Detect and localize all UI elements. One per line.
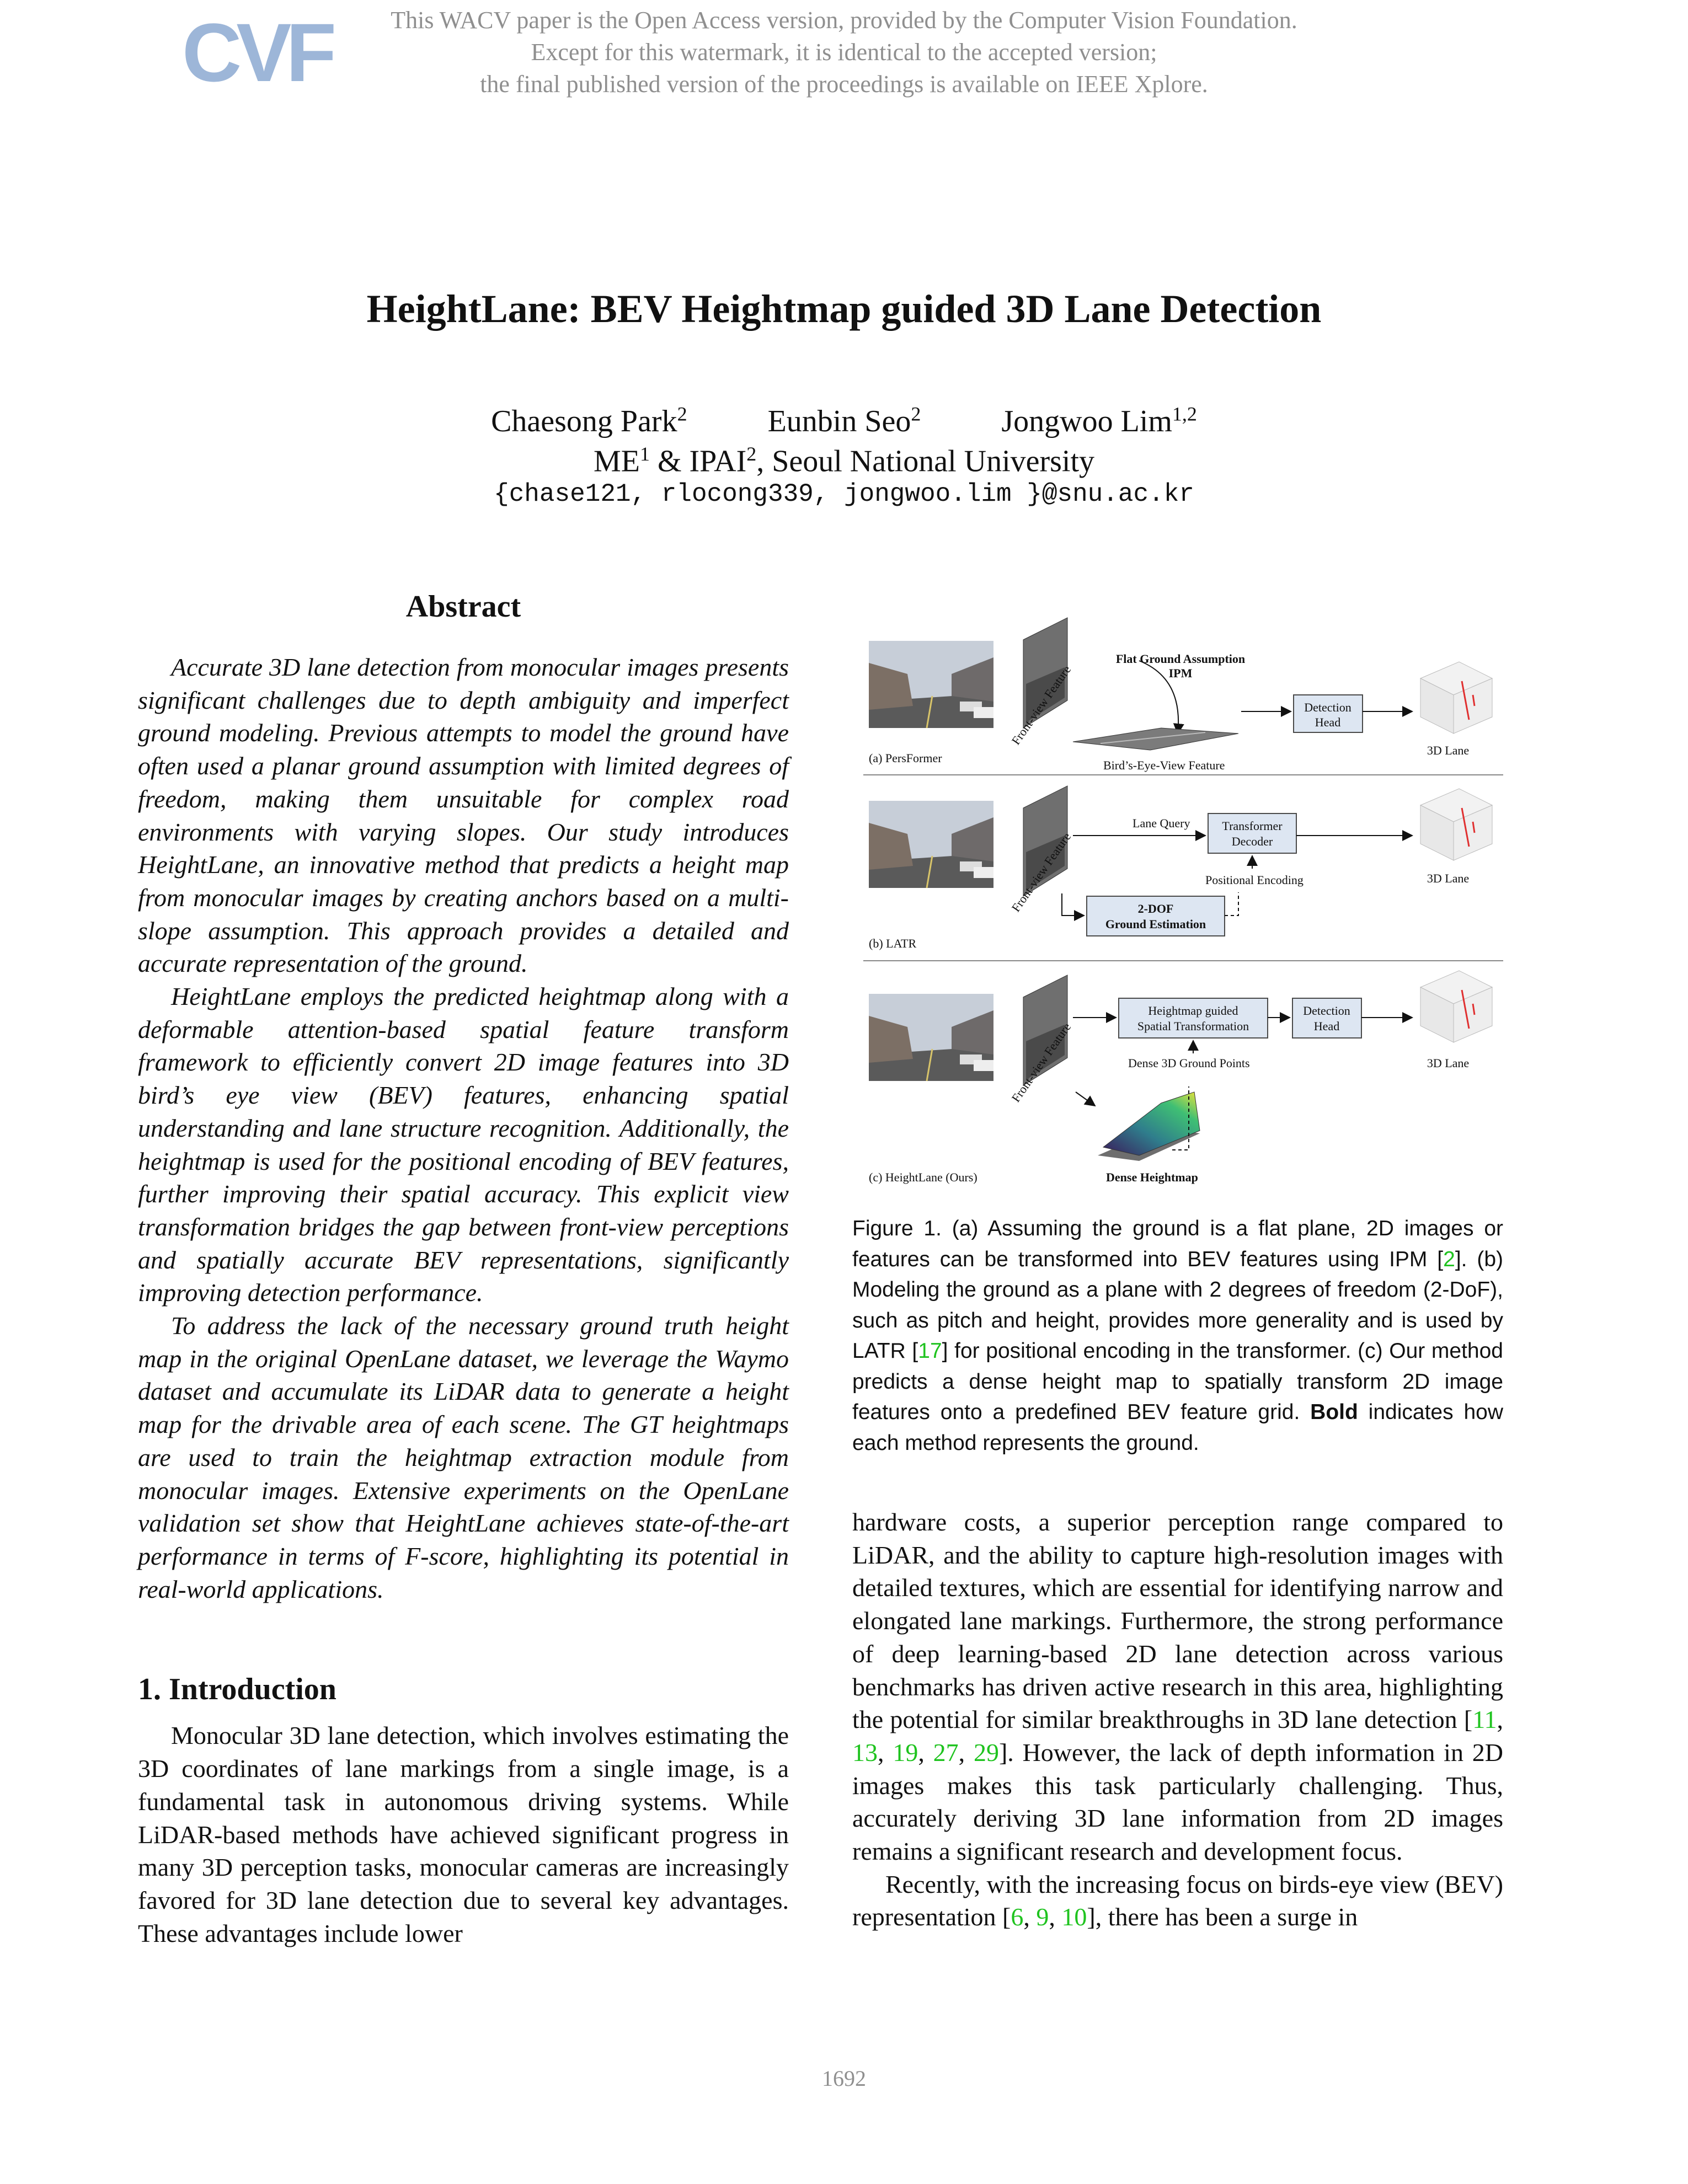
abstract-paragraph-3: To address the lack of the necessary ground truth height map in the original OpenLane dataset, we leverage the Waymo dataset and accumulate its LiDAR data to generate a height map for the drivable area of each scene. The GT heightmaps are used to train the heightmap extraction module from monocular images. Extensive experiments on the OpenLane validation set show that HeightLane achieves state-of-the-art performance in terms of F-score, highlighting its potential in real-world applications. bbox=[138, 1312, 789, 1603]
panel-b-ground-label-1: 2-DOF bbox=[1137, 902, 1174, 916]
panel-b-query-label: Lane Query bbox=[1133, 816, 1190, 830]
panel-c-heightmap-label: Dense Heightmap bbox=[1106, 1170, 1198, 1184]
figure-panel-c bbox=[869, 971, 1492, 1184]
figure-panel-a bbox=[863, 618, 1503, 775]
author-emails: {chase121, rlocong339, jongwoo.lim }@snu.ac.kr bbox=[494, 480, 1194, 508]
citation-link[interactable]: 11 bbox=[1472, 1705, 1497, 1734]
panel-b-feature-label: Front-view Feature bbox=[1008, 829, 1074, 914]
left-column bbox=[138, 585, 789, 1950]
panel-c-st-label-2: Spatial Transformation bbox=[1137, 1019, 1249, 1033]
author-2: Eunbin Seo$^2$ bbox=[767, 403, 921, 438]
svg-text:CVF: CVF bbox=[182, 6, 331, 99]
author-1: Chaesong Park$^2$ bbox=[491, 403, 687, 438]
paper-title: HeightLane: BEV Heightmap guided 3D Lane Detection bbox=[366, 287, 1322, 331]
panel-c-head-label-2: Head bbox=[1313, 1019, 1340, 1033]
panel-b-label: (b) LATR bbox=[869, 936, 917, 950]
intro-paragraph-1: Monocular 3D lane detection, which involves estimating the 3D coordinates of lane markings from a single image, is a fundamental task in autonomous driving systems. While LiDAR-based methods have achieved significant progress in many 3D perception tasks, monocular cameras are increasingly favored for 3D lane detection due to several key advantages. These advantages include lower bbox=[138, 1721, 789, 1947]
panel-b-decoder-label-1: Transformer bbox=[1222, 819, 1283, 833]
panel-b-decoder-label-2: Decoder bbox=[1231, 834, 1273, 848]
panel-a-output-label: 3D Lane bbox=[1427, 743, 1470, 757]
author-list bbox=[0, 394, 1688, 441]
citation-link[interactable]: 13 bbox=[852, 1738, 878, 1767]
figure-1 bbox=[852, 618, 1509, 1202]
citation-link[interactable]: 17 bbox=[918, 1339, 942, 1363]
figure-panel-b bbox=[863, 786, 1503, 961]
panel-b-ground-label-2: Ground Estimation bbox=[1105, 917, 1206, 931]
figure-1-caption: Figure 1. (a) Assuming the ground is a flat plane, 2D images or features can be transformed into BEV features using IPM [2]. (b) Modeling the ground as a plane with 2 degrees of freedom (2-DoF), such as pitch and height, provides more generality and is used by LATR [17] for positional encoding in the transformer. (c) Our method predicts a dense height map to spatially transform 2D image features onto a predefined BEV feature grid. Bold indicates how each method represents the ground. bbox=[852, 1217, 1503, 1455]
abstract-paragraph-2: HeightLane employs the predicted heightmap along with a deformable attention-based spatial feature transform framework to efficiently convert 2D image features into 3D bird’s eye view (BEV) features, enhancing spatial understanding and lane structure recognition. Additionally, the heightmap is used for the positional encoding of BEV features, further improving their spatial accuracy. This explicit view transformation bridges the gap between front-view perceptions and spatially accurate BEV representations, significantly improving detection performance. bbox=[138, 982, 789, 1307]
panel-c-dense-label: Dense 3D Ground Points bbox=[1128, 1056, 1250, 1070]
panel-b-pos-label: Positional Encoding bbox=[1205, 873, 1304, 887]
citation-link[interactable]: 9 bbox=[1036, 1903, 1049, 1931]
watermark-line-2: Except for this watermark, it is identical to the accepted version; bbox=[531, 39, 1157, 66]
watermark-line-1: This WACV paper is the Open Access version, provided by the Computer Vision Foundation. bbox=[391, 7, 1297, 34]
citation-link[interactable]: 29 bbox=[973, 1738, 999, 1767]
citation-link[interactable]: 6 bbox=[1011, 1903, 1024, 1931]
panel-c-feature-label: Front-view Feature bbox=[1008, 1020, 1074, 1105]
page-number: 1692 bbox=[822, 2066, 866, 2091]
panel-a-assumption-label: Flat Ground Assumption bbox=[1115, 652, 1246, 666]
citation-link[interactable]: 27 bbox=[933, 1738, 959, 1767]
panel-c-label: (c) HeightLane (Ours) bbox=[869, 1170, 977, 1184]
panel-a-label: (a) PersFormer bbox=[869, 751, 942, 765]
panel-a-head-label-1: Detection bbox=[1304, 700, 1352, 714]
affiliation: $ME^1$ & IPAI$^2$, Seoul National University bbox=[593, 443, 1095, 479]
intro-paragraph-2: Recently, with the increasing focus on birds-eye view (BEV) representation [6, 9, 10], there has been a surge in bbox=[852, 1870, 1503, 1931]
panel-a-head-label-2: Head bbox=[1315, 715, 1341, 729]
right-column bbox=[852, 1506, 1503, 1934]
intro-paragraph-1-continued: hardware costs, a superior perception range compared to LiDAR, and the ability to capture high-resolution images with detailed textures, which are essential for identifying narrow and elongated lane markings. Furthermore, the strong performance of deep learning-based 2D lane detection across various benchmarks has driven active research in this area, highlighting the potential for similar breakthroughs in 3D lane detection [11, 13, 19, 27, 29]. However, the lack of depth information in 2D images makes this task particularly challenging. Thus, accurately deriving 3D lane information from 2D images remains a significant research and development focus. bbox=[852, 1508, 1503, 1866]
panel-a-ipm-label: IPM bbox=[1168, 666, 1193, 680]
watermark-line-3: the final published version of the proceedings is available on IEEE Xplore. bbox=[480, 71, 1208, 98]
panel-c-st-label-1: Heightmap guided bbox=[1148, 1004, 1238, 1018]
abstract-heading: Abstract bbox=[405, 590, 521, 624]
panel-b-output-label: 3D Lane bbox=[1427, 871, 1470, 885]
panel-c-head-label-1: Detection bbox=[1303, 1004, 1350, 1018]
citation-link[interactable]: 2 bbox=[1443, 1247, 1455, 1271]
panel-c-output-label: 3D Lane bbox=[1427, 1056, 1470, 1070]
panel-a-bev-label: Bird’s-Eye-View Feature bbox=[1103, 758, 1225, 772]
author-3: Jongwoo Lim$^{1,2}$ bbox=[1001, 403, 1197, 438]
citation-link[interactable]: 19 bbox=[893, 1738, 918, 1767]
panel-a-feature-label: Front-view Feature bbox=[1008, 662, 1074, 747]
intro-heading: 1. Introduction bbox=[138, 1672, 336, 1707]
abstract-paragraph-1: Accurate 3D lane detection from monocular images presents significant challenges due to depth ambiguity and imperfect ground modeling. Previous attempts to model the ground have often used a planar ground assumption with limited degrees of freedom, making them unsuitable for complex road environments with varying slopes. Our study introduces HeightLane, an innovative method that predicts a height map from monocular images by creating anchors based on a multi-slope assumption. This approach provides a detailed and accurate representation of the ground. bbox=[138, 653, 789, 978]
citation-link[interactable]: 10 bbox=[1061, 1903, 1087, 1931]
